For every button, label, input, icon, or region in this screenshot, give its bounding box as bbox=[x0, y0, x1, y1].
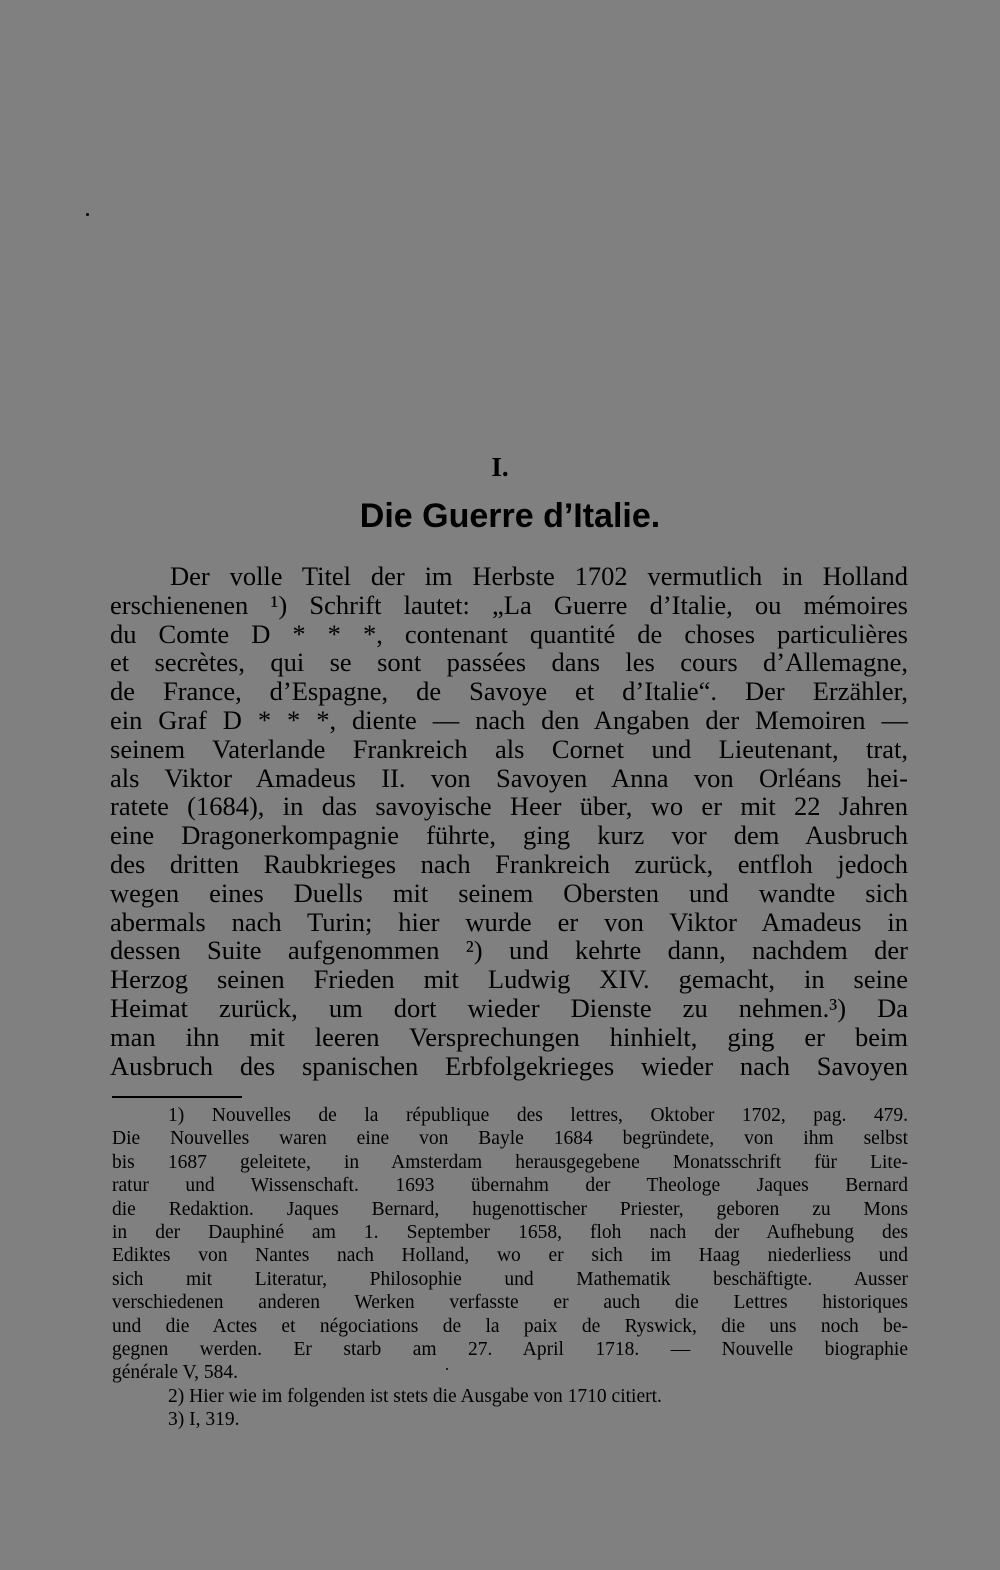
body-line: abermals nach Turin; hier wurde er von Viktor Amadeus in bbox=[110, 906, 908, 937]
footnote-line: in der Dauphiné am 1. September 1658, floh nach der Aufhebung des bbox=[112, 1221, 908, 1243]
body-line: ratete (1684), in das savoyische Heer über, wo er mit 22 Jahren bbox=[110, 791, 908, 822]
body-line: als Viktor Amadeus II. von Savoyen Anna von Orléans hei- bbox=[110, 762, 908, 793]
footnote-line: sich mit Literatur, Philosophie und Mathematik beschäftigte. Ausser bbox=[112, 1268, 908, 1290]
body-line: erschienenen ¹) Schrift lautet: „La Guerre d’Italie, ou mémoires bbox=[110, 589, 908, 620]
footnote-line: die Redaktion. Jaques Bernard, hugenottischer Priester, geboren zu Mons bbox=[112, 1198, 908, 1220]
footnote-line: générale V, 584. bbox=[112, 1362, 238, 1384]
page-speck bbox=[86, 213, 89, 216]
body-line: et secrètes, qui se sont passées dans les cours d’Allemagne, bbox=[110, 647, 908, 678]
body-line: Der volle Titel der im Herbste 1702 vermutlich in Holland bbox=[170, 561, 908, 591]
body-line: ein Graf D * * *, diente — nach den Angaben der Memoiren — bbox=[110, 704, 908, 735]
body-line: seinem Vaterlande Frankreich als Cornet und Lieutenant, trat, bbox=[110, 733, 908, 764]
footnote-line: verschiedenen anderen Werken verfasste er auch die Lettres historiques bbox=[112, 1292, 908, 1314]
footnote-line: Die Nouvelles waren eine von Bayle 1684 begründete, von ihm selbst bbox=[112, 1128, 908, 1150]
chapter-number: I. bbox=[491, 452, 509, 482]
body-line: de France, d’Espagne, de Savoye et d’Italie“. Der Erzähler, bbox=[110, 676, 908, 707]
body-line: wegen eines Duells mit seinem Obersten und wandte sich bbox=[110, 877, 908, 908]
body-line: Herzog seinen Frieden mit Ludwig XIV. gemacht, in seine bbox=[110, 964, 908, 995]
footnote-line: Ediktes von Nantes nach Holland, wo er sich im Haag niederliess und bbox=[112, 1245, 908, 1267]
footnote-line: 2) Hier wie im folgenden ist stets die Ausgabe von 1710 citiert. bbox=[168, 1385, 662, 1407]
body-line: eine Dragonerkompagnie führte, ging kurz vor dem Ausbruch bbox=[110, 820, 908, 851]
body-line: du Comte D * * *, contenant quantité de choses particulières bbox=[110, 618, 908, 649]
footnote-line: 1) Nouvelles de la république des lettres, Oktober 1702, pag. 479. bbox=[168, 1105, 908, 1126]
footnote-line: gegnen werden. Er starb am 27. April 1718. — Nouvelle biographie bbox=[112, 1338, 908, 1360]
footnote-divider bbox=[112, 1096, 242, 1098]
chapter-title: Die Guerre d’Italie. bbox=[359, 497, 661, 535]
body-line: Ausbruch des spanischen Erbfolgekrieges wieder nach Savoyen bbox=[110, 1050, 908, 1081]
body-line: Heimat zurück, um dort wieder Dienste zu nehmen.³) Da bbox=[110, 992, 908, 1023]
footnote-line: ratur und Wissenschaft. 1693 übernahm der Theologe Jaques Bernard bbox=[112, 1175, 908, 1197]
body-line: des dritten Raubkrieges nach Frankreich zurück, entfloh jedoch bbox=[110, 848, 908, 879]
body-line: man ihn mit leeren Versprechungen hinhielt, ging er beim bbox=[110, 1021, 908, 1052]
footnotes bbox=[112, 1104, 908, 1431]
body-text bbox=[110, 562, 908, 1080]
footnote-line: 3) I, 319. bbox=[168, 1409, 240, 1431]
footnote-line: und die Actes et négociations de la paix de Ryswick, die uns noch be- bbox=[112, 1315, 908, 1337]
body-line: dessen Suite aufgenommen ²) und kehrte dann, nachdem der bbox=[110, 935, 908, 966]
footnote-line: bis 1687 geleitete, in Amsterdam herausgegebene Monatsschrift für Lite- bbox=[112, 1151, 908, 1173]
